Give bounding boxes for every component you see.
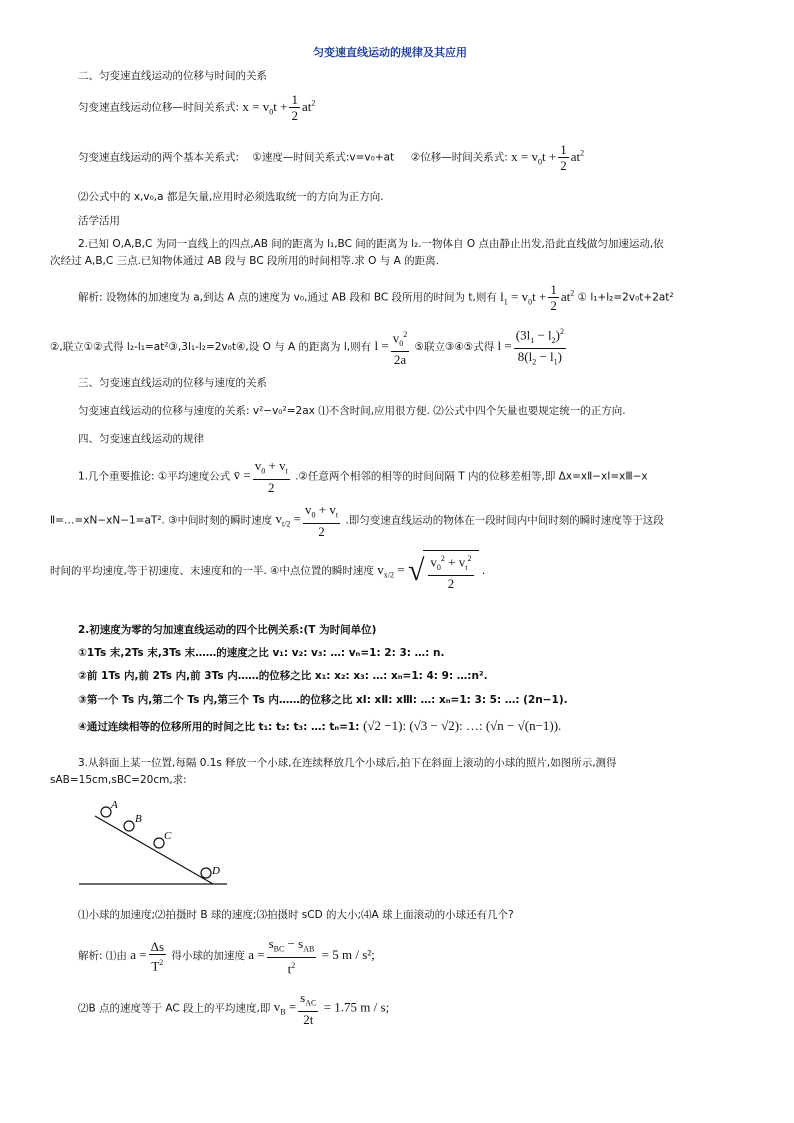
incline-line: [95, 816, 213, 884]
ratio-1: ①1Ts 末,2Ts 末,3Ts 末……的速度之比 v₁: v₂: v₃: …: vₙ=1: 2: 3: …: n.: [78, 647, 445, 659]
ball-b: [124, 821, 134, 831]
inference-line3: 时间的平均速度,等于初速度、末速度和的一半. ④中点位置的瞬时速度 $v_{x/2}$ = √ $\frac{v_0^2 + v_t^2}{2}$ .: [50, 550, 485, 591]
section3-heading: 三、匀变速直线运动的位移与速度的关系: [78, 377, 267, 389]
ball-a: [101, 807, 111, 817]
ratio-2: ②前 1Ts 内,前 2Ts 内,前 3Ts 内……的位移之比 x₁: x₂: x₃: …: xₙ=1: 4: 9: …:n².: [78, 670, 488, 682]
label-d: D: [212, 865, 220, 877]
section2-heading: 二、匀变速直线运动的位移与时间的关系: [78, 70, 267, 82]
solution-line2: ②,联立①②式得 l₂-l₁=at²③,3l₁-l₂=2v₀t④,设 O 与 A 的距离为 l,则有 l = $\frac{v_0^2}{2a}$ ⑤联立③④⑤式得 l = $\frac{(3l_1 - l_2)^2}{8(l_2 - l_1)}$: [50, 324, 568, 370]
page-title: 匀变速直线运动的规律及其应用: [313, 46, 467, 59]
label-c: C: [164, 830, 172, 842]
displacement-formula: 匀变速直线运动位移—时间关系式: $x = v_0t$ + $\frac{1}{2}$ $at^2$: [78, 92, 316, 123]
section4-heading: 四、匀变速直线运动的规律: [78, 433, 204, 445]
label-a: A: [111, 799, 118, 811]
label-b: B: [135, 813, 142, 825]
question-3-line1: 3.从斜面上某一位置,每隔 0.1s 释放一个小球,在连续释放几个小球后,拍下在斜面上滚动的小球的照片,如图所示,测得: [78, 757, 617, 769]
question-3-solution-1: 解析: ⑴由 a = $\frac{\Delta s}{T^2}$ 得小球的加速度 a = $\frac{s_{BC} - s_{AB}}{t^2}$ = 5 m / s²;: [78, 936, 375, 976]
ratios-heading: 2.初速度为零的匀加速直线运动的四个比例关系:(T 为时间单位): [78, 624, 377, 636]
ratio-3: ③第一个 Ts 内,第二个 Ts 内,第三个 Ts 内……的位移之比 xⅠ: xⅡ: xⅢ: …: xₙ=1: 3: 5: …: (2n−1).: [78, 694, 568, 706]
incline-figure: [75, 790, 235, 900]
question-3-solution-2: ⑵B 点的速度等于 AC 段上的平均速度,即 $v_B$ = $\frac{s_{AC}}{2t}$ = 1.75 m / s;: [78, 990, 390, 1027]
question-3-line2: sAB=15cm,sBC=20cm,求:: [50, 774, 187, 786]
section3-formula: 匀变速直线运动的位移与速度的关系: v²−v₀²=2ax ⑴不含时间,应用很方便. ⑵公式中四个矢量也要规定统一的正方向.: [78, 405, 626, 417]
solution-line1: 解析: 设物体的加速度为 a,到达 A 点的速度为 v₀,通过 AB 段和 BC 段所用的时间为 t,则有 $l_1 = v_0t$ + $\frac{1}{2}$ $at^2$ ① l₁+l₂=2v₀t+2at²: [78, 282, 674, 313]
question-3-subquestions: ⑴小球的加速度;⑵拍摄时 B 球的速度;⑶拍摄时 sCD 的大小;⑷A 球上面滚动的小球还有几个?: [78, 909, 514, 921]
ball-c: [154, 838, 164, 848]
question-2-line1: 2.已知 O,A,B,C 为同一直线上的四点,AB 间的距离为 l₁,BC 间的距离为 l₂.一物体自 O 点由静止出发,沿此直线做匀加速运动,依: [78, 238, 664, 250]
ball-d: [201, 868, 211, 878]
practice-heading: 活学活用: [78, 215, 120, 227]
inference-line1: 1.几个重要推论: ①平均速度公式 v̄ = $\frac{v_0 + v_t}{2}$ .②任意两个相邻的相等的时间间隔 T 内的位移差相等,即 Δx=xⅡ−xⅠ=xⅢ−x: [78, 458, 648, 495]
ratio-4: ④通过连续相等的位移所用的时间之比 t₁: t₂: t₃: …: tₙ=1: (√2 −1): (√3 − √2): …: (√n − √(n−1)).: [78, 718, 562, 733]
inference-line2: Ⅱ=…=xN−xN−1=aT². ③中间时刻的瞬时速度 $v_{t/2}$ = $\frac{v_0 + v_t}{2}$ .即匀变速直线运动的物体在一段时间内中间时刻的瞬时速度等于这段: [50, 502, 664, 539]
basic-formulas: 匀变速直线运动的两个基本关系式: ①速度—时间关系式:v=v₀+at ②位移—时间关系式: $x = v_0t$ + $\frac{1}{2}$ $at^2$: [78, 142, 585, 173]
vector-note: ⑵公式中的 x,v₀,a 都是矢量,应用时必须选取统一的方向为正方向.: [78, 191, 384, 203]
question-2-line2: 次经过 A,B,C 三点.已知物体通过 AB 段与 BC 段所用的时间相等.求 O 与 A 的距离.: [50, 255, 439, 267]
